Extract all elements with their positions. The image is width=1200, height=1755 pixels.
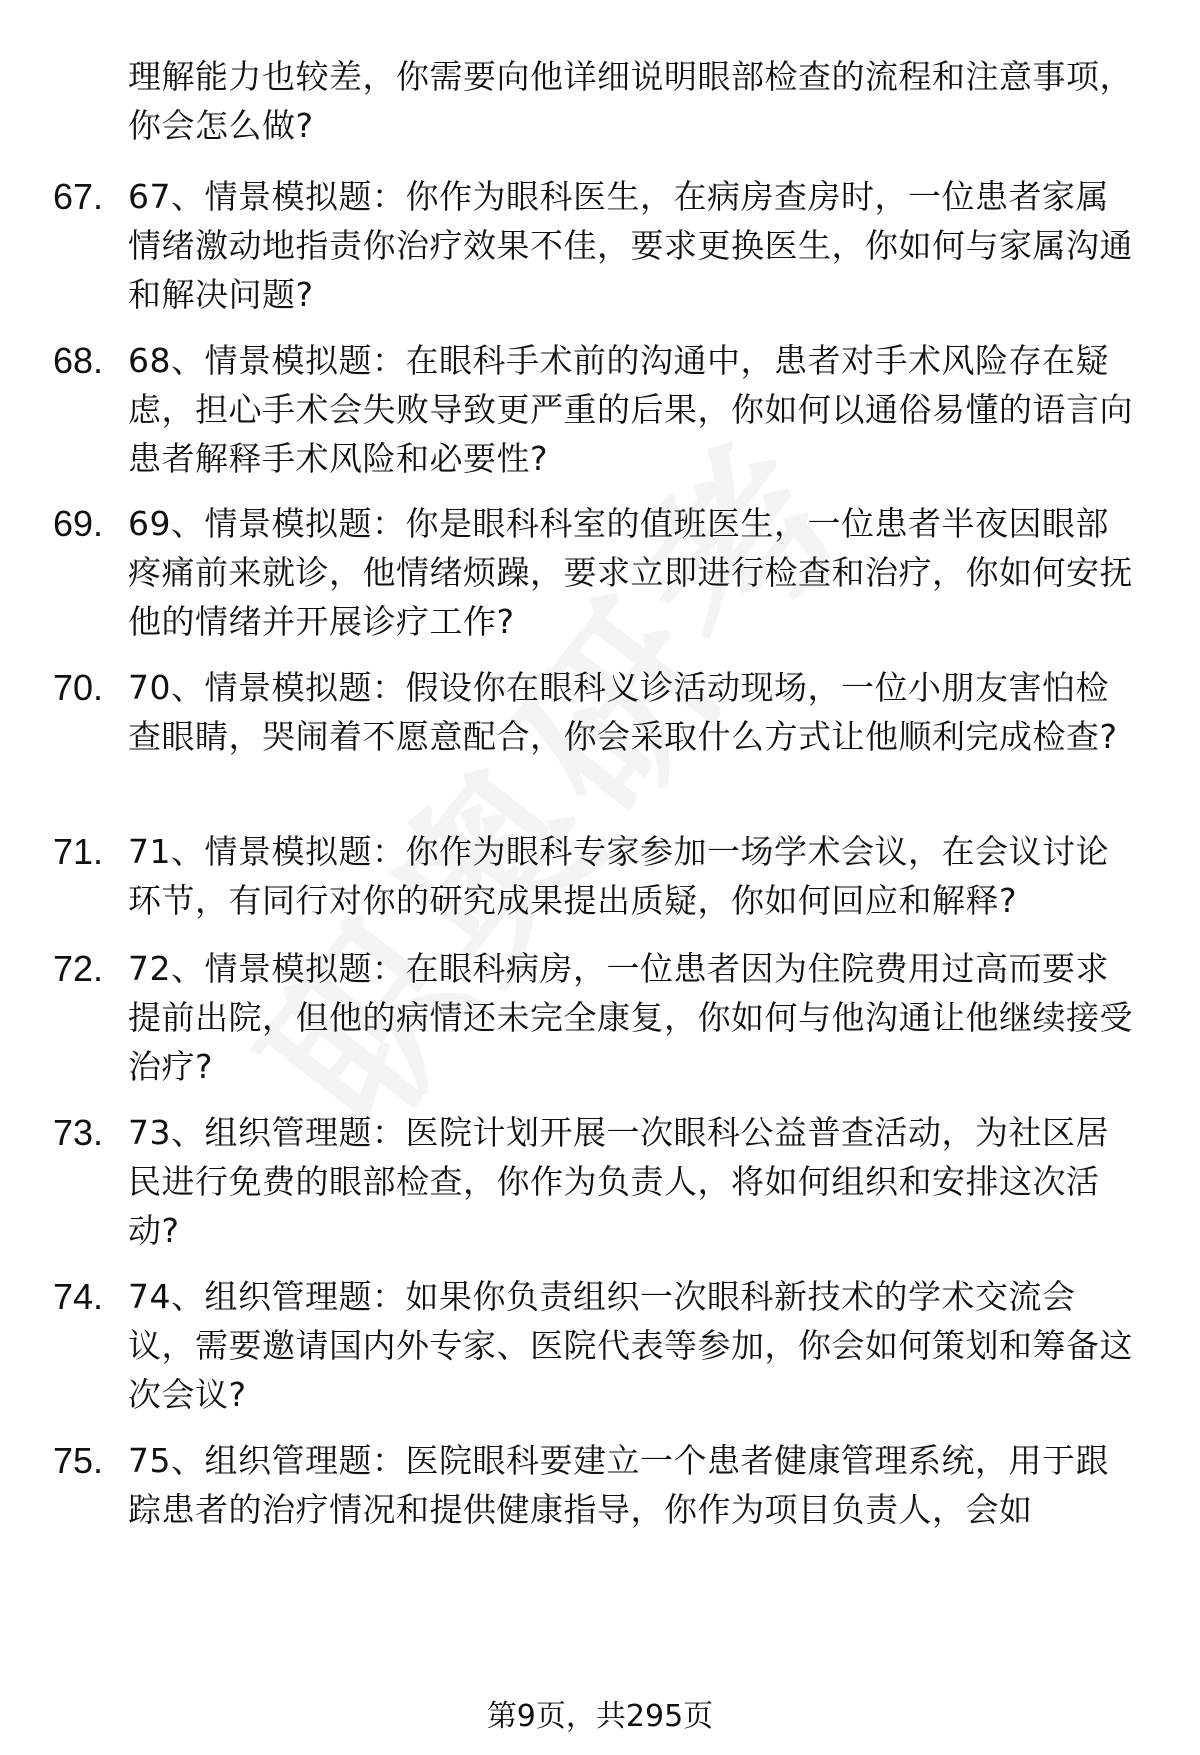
- item-number: 74.: [53, 1276, 104, 1317]
- item-text: 68、情景模拟题：在眼科手术前的沟通中，患者对手术风险存在疑虑，担心手术会失败导致更严重的后果，你如何以通俗易懂的语言向患者解释手术风险和必要性?: [128, 341, 1133, 478]
- item-text: 70、情景模拟题：假设你在眼科义诊活动现场，一位小朋友害怕检查眼睛，哭闹着不愿意配合，你会采取什么方式让他顺利完成检查?: [128, 668, 1118, 756]
- item-number: 71.: [53, 831, 104, 872]
- item-number: 73.: [53, 1112, 104, 1153]
- item-number: 67.: [53, 176, 104, 217]
- item-number: 69.: [53, 503, 104, 544]
- item-number: 75.: [53, 1440, 104, 1481]
- page-footer: 第9页，共295页: [486, 1699, 714, 1734]
- item-text: 75、组织管理题：医院眼科要建立一个患者健康管理系统，用于跟踪患者的治疗情况和提供健康指导，你作为项目负责人，会如: [128, 1441, 1109, 1529]
- item-number: 68.: [53, 340, 104, 381]
- item-text: 72、情景模拟题：在眼科病房，一位患者因为住院费用过高而要求提前出院，但他的病情还未完全康复，你如何与他沟通让他继续接受治疗?: [128, 949, 1133, 1086]
- item-text: 73、组织管理题：医院计划开展一次眼科公益普查活动，为社区居民进行免费的眼部检查，你作为负责人，将如何组织和安排这次活动?: [128, 1113, 1109, 1250]
- item-text: 69、情景模拟题：你是眼科科室的值班医生，一位患者半夜因眼部疼痛前来就诊，他情绪烦躁，要求立即进行检查和治疗，你如何安抚他的情绪并开展诊疗工作?: [128, 504, 1133, 641]
- item-number: 72.: [53, 948, 104, 989]
- item-number: 70.: [53, 667, 104, 708]
- item-text: 74、组织管理题：如果你负责组织一次眼科新技术的学术交流会议，需要邀请国内外专家、医院代表等参加，你会如何策划和筹备这次会议?: [128, 1277, 1133, 1414]
- continuation-text: 理解能力也较差，你需要向他详细说明眼部检查的流程和注意事项，你会怎么做?: [128, 57, 1133, 145]
- item-text: 71、情景模拟题：你作为眼科专家参加一场学术会议，在会议讨论环节，有同行对你的研究成果提出质疑，你如何回应和解释?: [128, 832, 1109, 920]
- item-text: 67、情景模拟题：你作为眼科医生，在病房查房时，一位患者家属情绪激动地指责你治疗效果不佳，要求更换医生，你如何与家属沟通和解决问题?: [128, 177, 1133, 314]
